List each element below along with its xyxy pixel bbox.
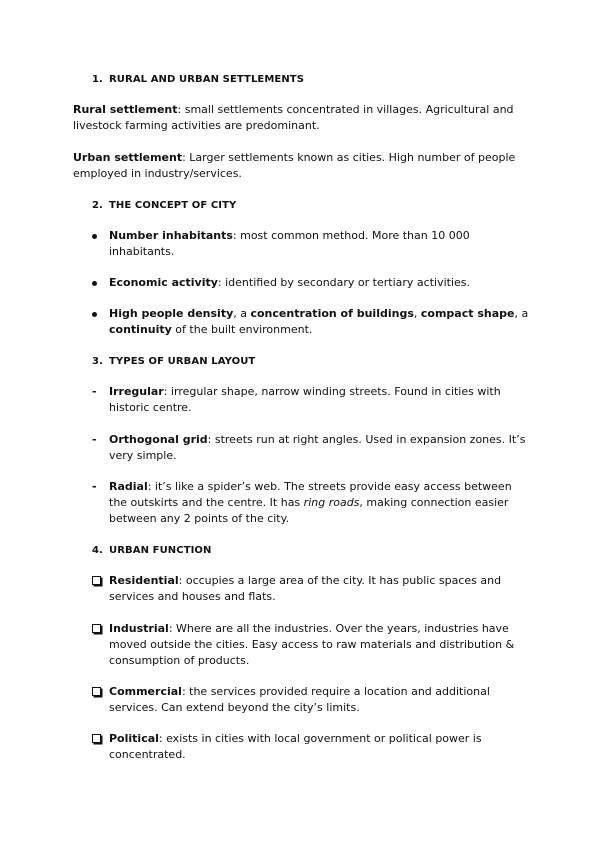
item-term: compact shape bbox=[420, 307, 515, 320]
item-text: , a bbox=[233, 307, 251, 320]
item-text: of the built environment. bbox=[171, 323, 313, 336]
dash-marker: - bbox=[92, 385, 97, 398]
list-item-orthogonal-grid bbox=[92, 432, 532, 464]
checkbox-bullet-icon bbox=[92, 573, 108, 590]
item-text: : it’s like a spider’s web. The streets provide easy access between the outskirts and the centre. It has bbox=[109, 480, 512, 509]
list-item-economic-activity bbox=[92, 275, 532, 291]
section-number: 2. bbox=[92, 200, 103, 211]
dash-marker: - bbox=[92, 480, 97, 493]
list-item-political bbox=[92, 731, 532, 763]
urban-settlement-paragraph bbox=[73, 150, 553, 182]
section-heading-urban-function bbox=[92, 543, 212, 559]
section-title: RURAL AND URBAN SETTLEMENTS bbox=[109, 74, 305, 85]
checkbox-bullet-icon bbox=[92, 684, 108, 701]
item-term: continuity bbox=[109, 323, 172, 336]
item-text: : identified by secondary or tertiary activities. bbox=[217, 276, 470, 289]
item-term: Residential bbox=[109, 574, 179, 587]
item-term: Number inhabitants bbox=[109, 229, 233, 242]
list-item-irregular bbox=[92, 384, 532, 416]
item-text: : occupies a large area of the city. It has public spaces and services and houses and flats. bbox=[109, 574, 502, 603]
list-item-density bbox=[92, 306, 532, 338]
item-text: : irregular shape, narrow winding streets. Found in cities with historic centre. bbox=[109, 385, 501, 414]
section-number: 4. bbox=[92, 545, 103, 556]
item-text: : Where are all the industries. Over the years, industries have moved outside the cities. Easy access to raw materials and distribution & consumption of products. bbox=[109, 622, 515, 667]
bullet-icon bbox=[92, 228, 108, 244]
section-heading-urban-layout bbox=[92, 354, 255, 370]
rural-settlement-term: Rural settlement bbox=[73, 103, 178, 116]
item-text: , a bbox=[514, 307, 529, 320]
section-title: TYPES OF URBAN LAYOUT bbox=[109, 356, 256, 367]
item-term: Industrial bbox=[109, 622, 169, 635]
list-item-radial bbox=[92, 479, 532, 527]
item-text: , making connection easier between any 2 points of the city. bbox=[109, 496, 509, 525]
item-term: Irregular bbox=[109, 385, 164, 398]
item-text: , bbox=[413, 307, 421, 320]
item-term: Radial bbox=[109, 480, 148, 493]
section-number: 1. bbox=[92, 74, 103, 85]
list-item-number-inhabitants bbox=[92, 228, 532, 260]
section-heading-concept-of-city bbox=[92, 198, 236, 214]
item-term: Political bbox=[109, 732, 159, 745]
checkbox-bullet-icon bbox=[92, 731, 108, 748]
item-term: Orthogonal grid bbox=[109, 433, 208, 446]
dash-marker: - bbox=[92, 433, 97, 446]
section-title: URBAN FUNCTION bbox=[109, 545, 212, 556]
list-item-commercial bbox=[92, 684, 532, 716]
rural-settlement-paragraph bbox=[73, 102, 553, 134]
section-title: THE CONCEPT OF CITY bbox=[109, 200, 237, 211]
item-text: : exists in cities with local government or political power is concentrated. bbox=[109, 732, 482, 761]
item-term: Economic activity bbox=[109, 276, 218, 289]
item-text: : the services provided require a location and additional services. Can extend beyond the city’s limits. bbox=[109, 685, 490, 714]
item-term: Commercial bbox=[109, 685, 182, 698]
checkbox-bullet-icon bbox=[92, 621, 108, 638]
urban-settlement-term: Urban settlement bbox=[73, 151, 183, 164]
item-emphasis: ring roads bbox=[303, 496, 360, 509]
list-item-industrial bbox=[92, 621, 532, 669]
item-text: : streets run at right angles. Used in expansion zones. It’s very simple. bbox=[109, 433, 526, 462]
list-item-residential bbox=[92, 573, 532, 605]
item-term: High people density bbox=[109, 307, 234, 320]
section-heading-rural-urban bbox=[92, 72, 304, 88]
rural-settlement-text: : small settlements concentrated in villages. Agricultural and livestock farming activities are predominant. bbox=[73, 103, 514, 132]
urban-settlement-text: : Larger settlements known as cities. High number of people employed in industry/services. bbox=[73, 151, 516, 180]
section-number: 3. bbox=[92, 356, 103, 367]
item-text: : most common method. More than 10 000 inhabitants. bbox=[109, 229, 470, 258]
item-term: concentration of buildings bbox=[250, 307, 414, 320]
bullet-icon bbox=[92, 275, 108, 291]
bullet-icon bbox=[92, 306, 108, 322]
